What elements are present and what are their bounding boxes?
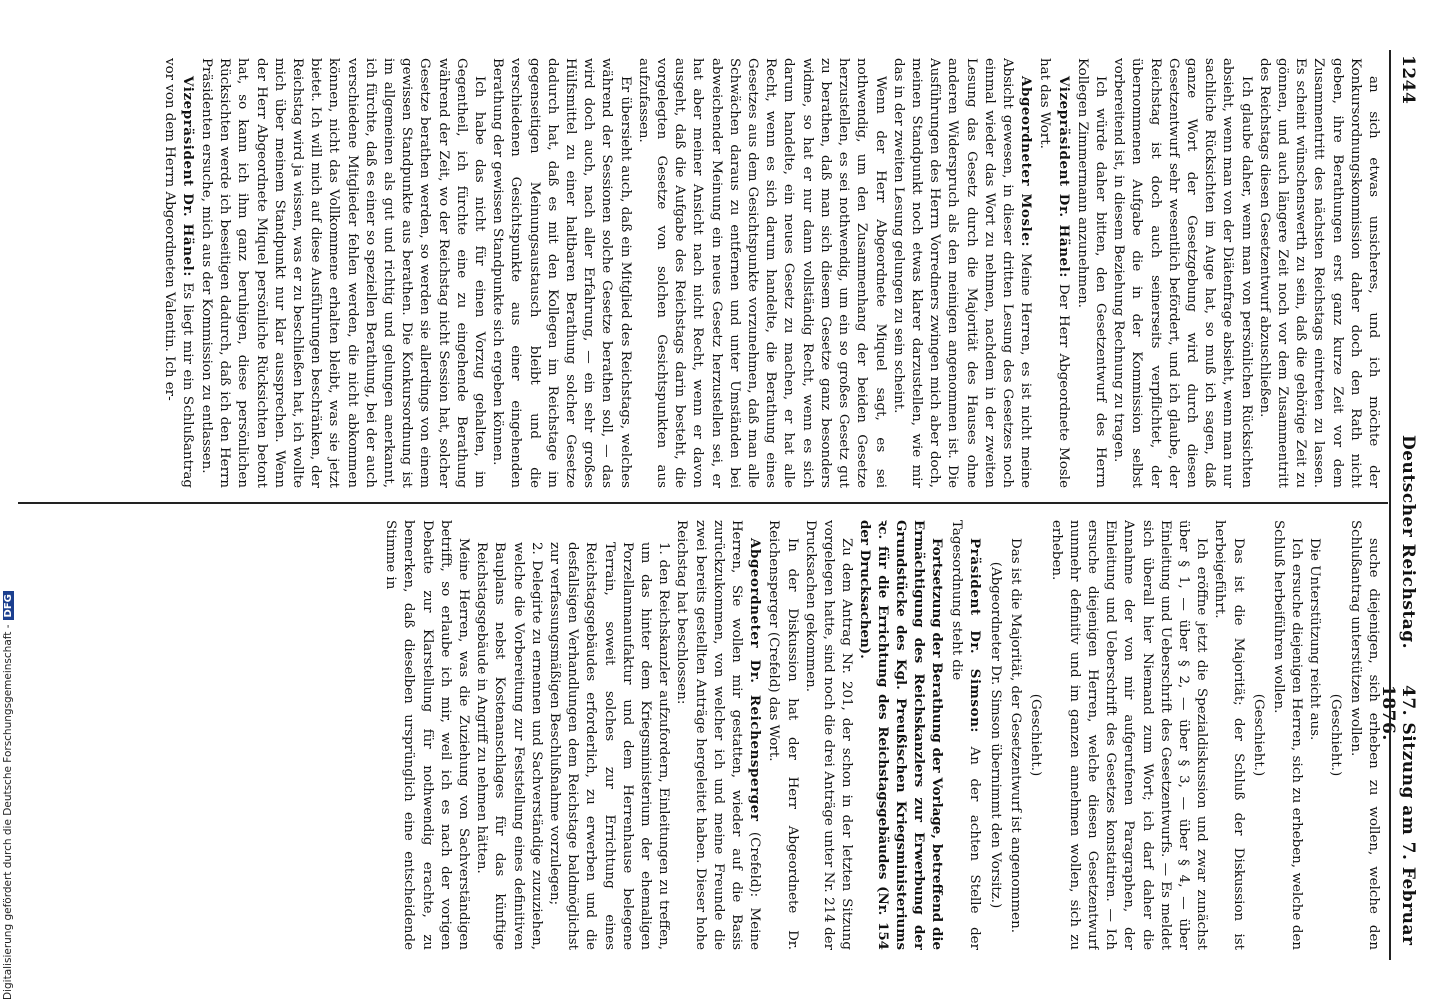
paragraph-text: Es liegt mir ein Schlußantrag vor von dem Herrn Abgeordneten Valentin. Ich er-: [161, 58, 195, 488]
paragraph-text: Meine Herren, es ist nicht meine Absicht gewesen, in dieser dritten Lesung des Gesetzes noch einmal wieder das Wort zu nehmen, nachdem in der zweiten Lesung das Gesetz durch die Majorität des Hauses ohne anderen Widerspruch als den meinigen angenommen ist. Die Ausführungen des Herrn Vorredners zwingen mich aber doch, meinen Standpunkt noch etwas klarer darzustellen, wie mir das in der zweiten Lesung gelungen zu sein scheint.: [890, 58, 1034, 488]
paragraph-text: an sich etwas unsicheres, und ich möchte der Konkursordnungskommission daher doch den Rath nicht geben, ihre Berathungen erst ganz kurze Zeit vor dem Zusammentritt des nächsten Reichstags eintreten zu lassen. Es scheint wünschenswerth zu sein, daß die gehörige Zeit zu gönnen, und auch längere Zeit noch vor dem Zusammentritt des Reichstags diesen Gesetzentwurf abzuschließen.: [1256, 58, 1381, 488]
paragraph-text: Ich glaube daher, wenn man von persönlichen Rücksichten absieht, wenn man von der Diätenfrage absieht, wenn man nur sachliche Rücksichten im Auge hat, so muß ich sagen, daß ganze Wort der Gesetzgebung wird durch diesen Gesetzentwurf sehr wesentlich befördert, und ich glaube, der Reichstag ist doch auch seinerseits verpflichtet, der übernommenen Aufgabe die in der Kommission selbst vorbereitend ist, in diesem Beziehung Rechnung zu tragen.: [1111, 58, 1254, 488]
paragraph-text: Ich ersuche diejenigen Herren, sich zu erheben, welche den Schluß herbeiführen wollen.: [1270, 520, 1305, 950]
paragraph-text: (Geschieht.): [1250, 693, 1266, 777]
paragraph: [1255, 58, 1382, 488]
paragraph-text: Ich eröffne jetzt die Spezialdiskussion und zwar zunächst über § 1, — über § 2, — über § 3, — über § 4, — über Einleitung und Ueberschrift des Gesetzentwurfs. — Es meldet sich überall hier Niemand zum Wort; ich darf daher die Annahme der von mir aufgerufenen Paragraphen, der Einleitung und Ueberschrift des Gesetzes konstatiren. — Ich ersuche diejenigen Herren, welche diesen Gesetzentwurf nunmehr definitiv und im ganzen annehmen wollen, sich zu erheben.: [1048, 520, 1210, 950]
paragraph: [1305, 520, 1323, 950]
speaker-name: Präsident Dr. Simson:: [966, 538, 983, 733]
paragraph-text: Die Unterstützung reicht aus.: [1307, 538, 1323, 741]
stage-direction: [1026, 520, 1044, 950]
credit-strip: [2, 0, 18, 1000]
paragraph: [1046, 520, 1210, 950]
paragraph-text: 2. Delegirte zu ernennen und Sachverständige zuzuziehen, welche die Vorbereitung zur Feststellung eines definitiven Bauplans nebst Kostenanschlages für das künftige Reichstagsgebäude in Angriff zu nehmen hätten.: [474, 542, 544, 950]
resolution-item: [472, 520, 545, 950]
agenda-item: [855, 520, 946, 950]
resolution-item: [545, 520, 672, 950]
paragraph: [1346, 520, 1382, 950]
paragraph-text: Ich würde daher bitten, den Gesetzentwurf des Herrn Kollegen Zimmermann anzunehmen.: [1074, 58, 1108, 488]
dfg-logo: DFG: [3, 591, 14, 620]
digitization-credit: [2, 0, 18, 1000]
stage-direction: [986, 520, 1004, 950]
speaker-name: Vizepräsident Dr. Hänel:: [179, 76, 196, 277]
left-column: [42, 58, 1382, 488]
stage-direction: [1325, 520, 1343, 950]
speaker-name: Vizepräsident Dr. Hänel:: [1055, 76, 1072, 278]
paragraph: [381, 520, 472, 950]
paragraph: [946, 520, 983, 950]
paragraph: [1210, 520, 1246, 950]
paragraph: [1006, 520, 1024, 950]
paragraph-text: Meine Herren, was die Zuziehung von Sachverständigen betrifft, so erlaube ich mir, weil ich es nach der vorigen Debatte zur Klarstellung für nothwendig erachte, zu bemerken, daß dieselben ursprünglich eine entscheidende Stimme in: [383, 520, 472, 950]
paragraph-text: Wenn der Herr Abgeordnete Miquel sagt, es sei nothwendig, um den Zusammenhang der beiden Gesetze herzustellen, es sei nothwendig, um ein so großes Gesetz gut zu berathen, daß man sich diesem Gesetze ganz besonders widme, so hat er nur dann vollständig Recht, wenn es sich darum handelte, ein neues Gesetz zu machen, er hat alle Recht, wenn es sich darum handelte, die Berathung eines Gesetzes aus dem Gesichtspunkte vorzunehmen, daß man alle Schwächen daraus zu entfernen und unter Umständen bei abweichender Meinung ein neues Gesetz herzustellen sei, er hat aber meiner Ansicht nach nicht Recht, wenn er davon ausgeht, daß die Aufgabe des Reichstags darin besteht, die vorgelegten Gesetze von solchen Gesichtspunkten aus aufzufassen.: [635, 58, 888, 488]
paragraph: [1035, 58, 1072, 488]
paragraph-text: Fortsetzung der Berathung der Vorlage, betreffend die Ermächtigung des Reichskanzlers zur Erwerbung der Grundstücke des Kgl. Preußischen Kriegsministeriums ꝛc. für die Errichtung des Reichstagsgebäudes (Nr. 154 der Drucksachen).: [856, 520, 946, 950]
paragraph-text: (Geschieht.): [1028, 693, 1044, 777]
header-rule: [1389, 50, 1391, 960]
right-column: [42, 520, 1382, 950]
page-header: [1378, 55, 1418, 950]
stage-direction: [1249, 520, 1267, 950]
paragraph-text: (Geschieht.): [1327, 693, 1343, 777]
paragraph-text: Er übersieht auch, daß ein Mitglied des Reichstags, welches während der Sessionen solche Gesetze berathen soll, — das wird doch auch, nach aller Erfahrung, — ein sehr großes Hülfsmittel zu einer haltbaren Berathung solcher Gesetze dadurch hat, daß es mit den Kollegen im Reichstage im gegenseitigen Meinungsaustausch bleibt und die verschiedenen Gesichtspunkte aus einer eingehenden Berathung der gewissen Standpunkte sich ergeben können.: [490, 58, 633, 488]
paragraph: [1269, 520, 1305, 950]
paragraph: [634, 58, 889, 488]
paragraph-text: In der Diskussion hat der Herr Abgeordnete Dr. Reichensperger (Crefeld) das Wort.: [766, 520, 800, 950]
paragraph: [197, 58, 488, 488]
speaker-name: Abgeordneter Dr. Reichensperger: [747, 538, 764, 822]
paragraph-text: (Abgeordneter Dr. Simson übernimmt den Vorsitz.): [987, 561, 1003, 909]
paragraph-text: Das ist die Majorität, der Gesetzentwurf ist angenommen.: [1008, 538, 1024, 933]
sitting-info: 47. Sitzung am 7. Februar 1876.: [1378, 685, 1418, 946]
paragraph: [488, 58, 634, 488]
paragraph: [764, 520, 800, 950]
paragraph: [801, 520, 856, 950]
page-title: Deutscher Reichstag.: [1398, 435, 1418, 650]
paragraph: [1073, 58, 1109, 488]
credit-text: Digitalisierung gefördert durch die Deutsche Forschungsgemeinschaft -: [2, 624, 14, 1000]
speaker-name: Abgeordneter Mosle:: [1018, 76, 1035, 247]
paragraph: [672, 520, 764, 950]
page-number: 1244: [1398, 55, 1418, 105]
paragraph-text: suche diejenigen, sich erheben zu wollen, welche den Schlußantrag unterstützen wollen.: [1347, 520, 1381, 950]
column-divider: [18, 502, 1388, 504]
paragraph-text: Der Herr Abgeordnete Mosle hat das Wort.: [1037, 58, 1071, 488]
paragraph-text: (Crefeld): Meine Herren, Sie wollen mir gestatten, wieder auf die Basis zurückzukommen, von welcher ich und meine Freunde die zwei bereits gestellten Anträge hergeleitet haben. Dieser hohe Reichstag hat beschlossen:: [674, 520, 763, 950]
paragraph: [159, 58, 196, 488]
paragraph: [889, 58, 1036, 488]
paragraph-text: 1. den Reichskanzler aufzufordern, Einleitungen zu treffen, um das hinter dem Kriegsministerium der ehemaligen Porzellanmanufaktur und dem Herrenhause belegene Terrain, soweit solches zur Errichtung eines Reichstagsgebäudes erforderlich, zu erwerben und die desfallsigen Verhandlungen dem Reichstage baldmöglichst zur verfassungsmäßigen Beschlußnahme vorzulegen;: [547, 542, 672, 950]
paragraph-text: An der achten Stelle der Tagesordnung steht die: [948, 520, 982, 950]
paragraph: [1109, 58, 1255, 488]
paragraph-text: Das ist die Majorität; der Schluß der Diskussion ist herbeigeführt.: [1212, 520, 1246, 950]
paragraph-text: Ich habe das nicht für einen Vorzug gehalten, im Gegentheil, ich fürchte eine zu eingehende Berathung während der Zeit, wo der Reichstag nicht Session hat, solcher Gesetze berathen werden, so werden sie allerdings von einem gewissen Standpunkte aus berathen. Die Konkursordnung ist im allgemeinen als gut und richtig und gelungen anerkannt, ich fürchte, daß es einer so speziellen Berathung, bei der auch verschiedene Mitglieder fehlen werden, die nicht abkommen können, nicht das Vollkommene erhalten bleibt, was sie jetzt bietet. Ich will mich auf diese Ausführungen beschränken, der Reichstag wird ja wissen, was er zu beschließen hat, ich wollte mich über meinem Standpunkt nur klar aussprechen. Wenn der Herr Abgeordnete Miquel persönliche Rücksichten betont hat, so kann ich ihm ganz beruhigen, diese persönlichen Rücksichten werde ich beseitigen dadurch, daß ich den Herrn Präsidenten ersuche, mich aus der Kommission zu entlassen.: [199, 58, 488, 488]
paragraph-text: Zu dem Antrag Nr. 201, der schon in der letzten Sitzung vorgelegen hatte, sind noch die drei Anträge unter Nr. 214 der Drucksachen gekommen.: [802, 520, 855, 950]
